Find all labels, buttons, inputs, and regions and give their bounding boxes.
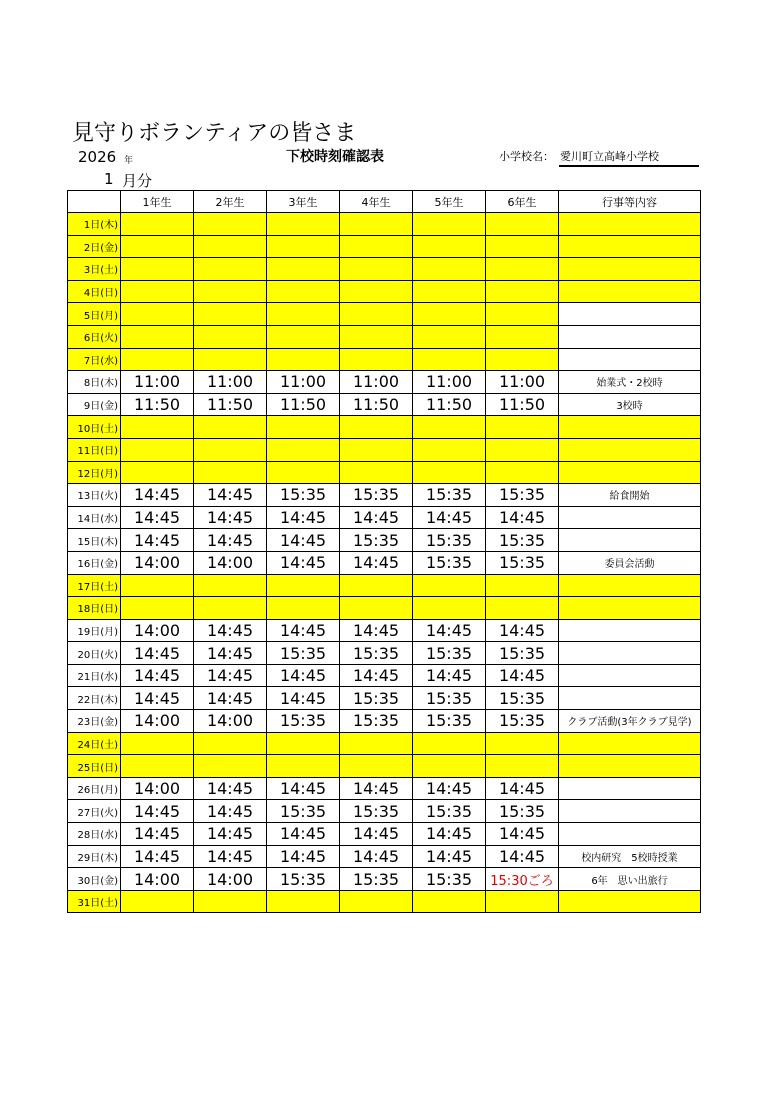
table-row bbox=[68, 551, 701, 574]
time-cell bbox=[121, 258, 194, 281]
year-unit: 年 bbox=[124, 156, 134, 166]
time-cell: 14:45 bbox=[267, 506, 340, 529]
time-cell: 11:00 bbox=[486, 371, 559, 394]
time-cell bbox=[267, 280, 340, 303]
header-cell: 6年生 bbox=[486, 191, 559, 213]
date-cell: 25日(日) bbox=[68, 755, 121, 778]
time-cell bbox=[413, 438, 486, 461]
time-cell bbox=[486, 325, 559, 348]
time-cell: 14:45 bbox=[194, 800, 267, 823]
table-row bbox=[68, 619, 701, 642]
time-cell bbox=[340, 755, 413, 778]
event-cell bbox=[559, 416, 701, 439]
time-cell: 11:00 bbox=[413, 371, 486, 394]
time-cell bbox=[340, 303, 413, 326]
time-cell bbox=[121, 348, 194, 371]
date-cell: 6日(火) bbox=[68, 325, 121, 348]
time-cell: 15:35 bbox=[340, 800, 413, 823]
header-cell: 行事等内容 bbox=[559, 191, 701, 213]
time-cell: 14:45 bbox=[194, 506, 267, 529]
event-cell bbox=[559, 642, 701, 665]
table-row bbox=[68, 800, 701, 823]
table-row bbox=[68, 574, 701, 597]
header-cell: 1年生 bbox=[121, 191, 194, 213]
time-cell bbox=[267, 755, 340, 778]
event-cell bbox=[559, 890, 701, 913]
time-cell: 15:35 bbox=[486, 484, 559, 507]
time-cell bbox=[413, 574, 486, 597]
time-cell bbox=[340, 348, 413, 371]
table-row bbox=[68, 597, 701, 620]
table-row bbox=[68, 777, 701, 800]
time-cell bbox=[486, 213, 559, 236]
date-cell: 3日(土) bbox=[68, 258, 121, 281]
date-cell: 15日(木) bbox=[68, 529, 121, 552]
time-cell bbox=[340, 258, 413, 281]
date-cell: 13日(火) bbox=[68, 484, 121, 507]
table-row bbox=[68, 213, 701, 236]
time-cell bbox=[340, 325, 413, 348]
time-cell: 14:45 bbox=[413, 664, 486, 687]
time-cell: 14:45 bbox=[413, 823, 486, 846]
time-cell bbox=[194, 890, 267, 913]
time-cell: 11:00 bbox=[194, 371, 267, 394]
time-cell bbox=[340, 732, 413, 755]
time-cell: 14:45 bbox=[486, 664, 559, 687]
time-cell bbox=[267, 732, 340, 755]
table-row bbox=[68, 642, 701, 665]
date-cell: 23日(金) bbox=[68, 710, 121, 733]
time-cell: 14:00 bbox=[194, 710, 267, 733]
time-cell bbox=[413, 325, 486, 348]
time-cell: 14:45 bbox=[194, 642, 267, 665]
table-row bbox=[68, 235, 701, 258]
event-cell: 給食開始 bbox=[559, 484, 701, 507]
event-cell bbox=[559, 235, 701, 258]
time-cell bbox=[121, 303, 194, 326]
time-cell: 15:35 bbox=[413, 710, 486, 733]
time-cell bbox=[267, 235, 340, 258]
time-cell: 15:35 bbox=[340, 868, 413, 891]
time-cell bbox=[194, 348, 267, 371]
greeting-title: 見守りボランティアの皆さま bbox=[72, 121, 357, 146]
time-cell bbox=[340, 280, 413, 303]
time-cell bbox=[194, 416, 267, 439]
time-cell bbox=[486, 438, 559, 461]
time-cell: 14:45 bbox=[121, 642, 194, 665]
date-cell: 16日(金) bbox=[68, 551, 121, 574]
date-cell: 28日(水) bbox=[68, 823, 121, 846]
time-cell: 14:45 bbox=[267, 845, 340, 868]
time-cell bbox=[413, 303, 486, 326]
time-cell bbox=[194, 438, 267, 461]
time-cell bbox=[267, 348, 340, 371]
time-cell bbox=[267, 325, 340, 348]
time-cell: 15:35 bbox=[267, 484, 340, 507]
time-cell: 14:45 bbox=[121, 664, 194, 687]
table-row bbox=[68, 303, 701, 326]
time-cell: 14:00 bbox=[194, 551, 267, 574]
header-cell: 5年生 bbox=[413, 191, 486, 213]
date-cell: 12日(月) bbox=[68, 461, 121, 484]
time-cell: 15:35 bbox=[267, 868, 340, 891]
time-cell: 11:50 bbox=[340, 393, 413, 416]
time-cell bbox=[413, 755, 486, 778]
date-cell: 10日(土) bbox=[68, 416, 121, 439]
time-cell bbox=[121, 755, 194, 778]
event-cell bbox=[559, 348, 701, 371]
time-cell: 14:45 bbox=[121, 506, 194, 529]
time-cell bbox=[340, 213, 413, 236]
time-cell: 14:45 bbox=[413, 506, 486, 529]
header-cell: 4年生 bbox=[340, 191, 413, 213]
school-name-value: 愛川町立高峰小学校 bbox=[560, 150, 659, 163]
date-cell: 7日(水) bbox=[68, 348, 121, 371]
time-cell: 14:00 bbox=[121, 868, 194, 891]
date-cell: 22日(木) bbox=[68, 687, 121, 710]
time-cell bbox=[121, 597, 194, 620]
time-cell: 14:45 bbox=[340, 619, 413, 642]
time-cell bbox=[267, 890, 340, 913]
time-cell: 15:35 bbox=[267, 642, 340, 665]
event-cell bbox=[559, 325, 701, 348]
time-cell bbox=[413, 890, 486, 913]
time-cell: 14:00 bbox=[121, 777, 194, 800]
time-cell: 14:45 bbox=[340, 506, 413, 529]
time-cell: 14:00 bbox=[121, 710, 194, 733]
event-cell bbox=[559, 280, 701, 303]
time-cell: 11:50 bbox=[486, 393, 559, 416]
time-cell: 14:45 bbox=[121, 845, 194, 868]
time-cell: 14:45 bbox=[121, 687, 194, 710]
time-cell bbox=[413, 213, 486, 236]
time-cell: 14:45 bbox=[340, 823, 413, 846]
time-cell: 15:35 bbox=[486, 710, 559, 733]
table-row bbox=[68, 755, 701, 778]
date-cell: 26日(月) bbox=[68, 777, 121, 800]
time-cell bbox=[121, 280, 194, 303]
time-cell bbox=[121, 732, 194, 755]
time-cell: 11:50 bbox=[413, 393, 486, 416]
time-cell bbox=[340, 461, 413, 484]
time-cell bbox=[486, 235, 559, 258]
time-cell: 14:45 bbox=[486, 845, 559, 868]
date-cell: 4日(日) bbox=[68, 280, 121, 303]
time-cell: 14:45 bbox=[267, 687, 340, 710]
time-cell bbox=[194, 461, 267, 484]
time-cell: 14:45 bbox=[121, 529, 194, 552]
time-cell: 15:35 bbox=[413, 868, 486, 891]
time-cell bbox=[267, 258, 340, 281]
time-cell: 14:45 bbox=[486, 823, 559, 846]
event-cell bbox=[559, 506, 701, 529]
time-cell bbox=[413, 280, 486, 303]
time-cell: 14:45 bbox=[194, 845, 267, 868]
event-cell bbox=[559, 597, 701, 620]
time-cell: 14:45 bbox=[267, 823, 340, 846]
table-row bbox=[68, 438, 701, 461]
time-cell: 11:50 bbox=[267, 393, 340, 416]
time-cell bbox=[267, 597, 340, 620]
time-cell bbox=[194, 258, 267, 281]
time-cell: 14:45 bbox=[340, 845, 413, 868]
table-row bbox=[68, 506, 701, 529]
event-cell bbox=[559, 258, 701, 281]
time-cell bbox=[340, 597, 413, 620]
time-cell bbox=[194, 732, 267, 755]
time-cell: 14:45 bbox=[194, 687, 267, 710]
school-name-underline bbox=[559, 165, 699, 167]
event-cell bbox=[559, 823, 701, 846]
time-cell: 15:35 bbox=[486, 800, 559, 823]
time-cell bbox=[486, 574, 559, 597]
time-cell: 14:45 bbox=[194, 823, 267, 846]
event-cell bbox=[559, 755, 701, 778]
event-cell bbox=[559, 461, 701, 484]
time-cell bbox=[121, 416, 194, 439]
time-cell bbox=[194, 574, 267, 597]
time-cell: 14:00 bbox=[194, 868, 267, 891]
time-cell bbox=[267, 438, 340, 461]
time-cell bbox=[121, 438, 194, 461]
time-cell: 14:45 bbox=[486, 506, 559, 529]
time-cell: 15:35 bbox=[486, 529, 559, 552]
time-cell bbox=[486, 348, 559, 371]
document-title: 下校時刻確認表 bbox=[286, 149, 384, 165]
time-cell bbox=[121, 213, 194, 236]
time-cell: 14:45 bbox=[194, 484, 267, 507]
table-row bbox=[68, 348, 701, 371]
time-cell: 14:45 bbox=[267, 551, 340, 574]
time-cell: 11:00 bbox=[267, 371, 340, 394]
time-cell bbox=[413, 416, 486, 439]
time-cell: 14:45 bbox=[413, 777, 486, 800]
time-cell: 15:35 bbox=[267, 710, 340, 733]
event-cell bbox=[559, 777, 701, 800]
time-cell bbox=[413, 235, 486, 258]
time-cell bbox=[267, 574, 340, 597]
event-cell bbox=[559, 800, 701, 823]
dismissal-schedule-table bbox=[67, 190, 701, 913]
time-cell: 15:35 bbox=[340, 710, 413, 733]
time-cell bbox=[486, 258, 559, 281]
time-cell: 15:35 bbox=[413, 551, 486, 574]
time-cell bbox=[486, 416, 559, 439]
time-cell bbox=[121, 235, 194, 258]
time-cell: 14:45 bbox=[267, 619, 340, 642]
time-cell: 15:35 bbox=[267, 800, 340, 823]
time-cell bbox=[121, 461, 194, 484]
time-cell: 15:35 bbox=[413, 484, 486, 507]
header-cell: 3年生 bbox=[267, 191, 340, 213]
time-cell: 14:45 bbox=[267, 777, 340, 800]
date-cell: 21日(水) bbox=[68, 664, 121, 687]
time-cell bbox=[194, 325, 267, 348]
time-cell: 14:45 bbox=[413, 619, 486, 642]
table-row bbox=[68, 371, 701, 394]
date-cell: 1日(木) bbox=[68, 213, 121, 236]
time-cell: 14:00 bbox=[121, 551, 194, 574]
event-cell: 委員会活動 bbox=[559, 551, 701, 574]
time-cell: 15:35 bbox=[486, 687, 559, 710]
date-cell: 29日(木) bbox=[68, 845, 121, 868]
event-cell bbox=[559, 664, 701, 687]
time-cell: 14:45 bbox=[121, 823, 194, 846]
time-cell: 15:35 bbox=[340, 484, 413, 507]
time-cell bbox=[486, 280, 559, 303]
time-cell bbox=[121, 574, 194, 597]
time-cell bbox=[486, 890, 559, 913]
time-cell: 14:45 bbox=[267, 529, 340, 552]
time-cell bbox=[413, 258, 486, 281]
time-cell bbox=[340, 235, 413, 258]
event-cell bbox=[559, 213, 701, 236]
date-cell: 27日(火) bbox=[68, 800, 121, 823]
time-cell bbox=[267, 416, 340, 439]
time-cell: 14:45 bbox=[486, 777, 559, 800]
time-cell bbox=[267, 213, 340, 236]
time-cell: 14:45 bbox=[486, 619, 559, 642]
time-cell: 15:35 bbox=[486, 551, 559, 574]
date-cell: 30日(金) bbox=[68, 868, 121, 891]
time-cell: 14:45 bbox=[194, 529, 267, 552]
date-cell: 5日(月) bbox=[68, 303, 121, 326]
time-cell bbox=[340, 890, 413, 913]
header-date-cell bbox=[68, 191, 121, 213]
event-cell bbox=[559, 619, 701, 642]
event-cell: 校内研究 5校時授業 bbox=[559, 845, 701, 868]
time-cell: 11:50 bbox=[121, 393, 194, 416]
table-row bbox=[68, 890, 701, 913]
date-cell: 18日(日) bbox=[68, 597, 121, 620]
table-row bbox=[68, 325, 701, 348]
time-cell: 14:45 bbox=[194, 619, 267, 642]
event-cell bbox=[559, 438, 701, 461]
table-row bbox=[68, 845, 701, 868]
time-cell: 14:45 bbox=[194, 664, 267, 687]
time-cell bbox=[121, 890, 194, 913]
table-row bbox=[68, 710, 701, 733]
time-cell: 11:00 bbox=[340, 371, 413, 394]
table-row bbox=[68, 461, 701, 484]
table-row bbox=[68, 664, 701, 687]
time-cell: 15:35 bbox=[413, 800, 486, 823]
date-cell: 11日(日) bbox=[68, 438, 121, 461]
time-cell bbox=[486, 755, 559, 778]
time-cell bbox=[194, 755, 267, 778]
time-cell: 14:45 bbox=[267, 664, 340, 687]
time-cell bbox=[413, 732, 486, 755]
table-row bbox=[68, 258, 701, 281]
table-row bbox=[68, 823, 701, 846]
time-cell: 15:35 bbox=[413, 529, 486, 552]
event-cell bbox=[559, 687, 701, 710]
time-cell: 15:35 bbox=[413, 687, 486, 710]
time-cell: 14:45 bbox=[121, 800, 194, 823]
time-cell bbox=[121, 325, 194, 348]
time-cell: 14:45 bbox=[121, 484, 194, 507]
table-row bbox=[68, 529, 701, 552]
time-cell bbox=[413, 461, 486, 484]
event-cell bbox=[559, 529, 701, 552]
time-cell bbox=[194, 280, 267, 303]
time-cell bbox=[486, 597, 559, 620]
school-name-label: 小学校名： bbox=[499, 150, 554, 163]
time-cell bbox=[194, 303, 267, 326]
time-cell: 15:35 bbox=[413, 642, 486, 665]
time-cell: 15:35 bbox=[340, 642, 413, 665]
table-row bbox=[68, 687, 701, 710]
date-cell: 19日(月) bbox=[68, 619, 121, 642]
time-cell: 11:00 bbox=[121, 371, 194, 394]
time-cell: 14:45 bbox=[194, 777, 267, 800]
table-row bbox=[68, 280, 701, 303]
time-cell bbox=[340, 574, 413, 597]
date-cell: 17日(土) bbox=[68, 574, 121, 597]
time-cell: 14:00 bbox=[121, 619, 194, 642]
table-row bbox=[68, 732, 701, 755]
time-cell: 14:45 bbox=[340, 664, 413, 687]
header-cell: 2年生 bbox=[194, 191, 267, 213]
time-cell bbox=[267, 461, 340, 484]
time-cell bbox=[413, 597, 486, 620]
event-cell: クラブ活動(3年クラブ見学) bbox=[559, 710, 701, 733]
time-cell bbox=[340, 438, 413, 461]
table-row bbox=[68, 484, 701, 507]
time-cell: 15:35 bbox=[340, 687, 413, 710]
event-cell: 始業式・2校時 bbox=[559, 371, 701, 394]
date-cell: 20日(火) bbox=[68, 642, 121, 665]
time-cell: 15:35 bbox=[340, 529, 413, 552]
event-cell: 6年 思い出旅行 bbox=[559, 868, 701, 891]
event-cell: 3校時 bbox=[559, 393, 701, 416]
time-cell bbox=[413, 348, 486, 371]
table-row bbox=[68, 393, 701, 416]
time-cell: 14:45 bbox=[340, 551, 413, 574]
month-value: 1 bbox=[104, 170, 114, 188]
time-cell bbox=[194, 597, 267, 620]
date-cell: 31日(土) bbox=[68, 890, 121, 913]
date-cell: 8日(木) bbox=[68, 371, 121, 394]
table-row bbox=[68, 868, 701, 891]
time-cell: 14:45 bbox=[413, 845, 486, 868]
date-cell: 2日(金) bbox=[68, 235, 121, 258]
date-cell: 14日(水) bbox=[68, 506, 121, 529]
time-cell bbox=[194, 235, 267, 258]
month-unit: 月分 bbox=[122, 172, 153, 190]
time-cell bbox=[267, 303, 340, 326]
time-cell bbox=[340, 416, 413, 439]
year-value: 2026 bbox=[78, 148, 117, 166]
time-cell: 15:35 bbox=[486, 642, 559, 665]
table-row bbox=[68, 416, 701, 439]
date-cell: 24日(土) bbox=[68, 732, 121, 755]
time-cell: 15:30ごろ bbox=[486, 868, 559, 891]
time-cell bbox=[194, 213, 267, 236]
event-cell bbox=[559, 574, 701, 597]
table-header-row bbox=[68, 191, 701, 213]
time-cell: 11:50 bbox=[194, 393, 267, 416]
time-cell bbox=[486, 303, 559, 326]
time-cell: 14:45 bbox=[340, 777, 413, 800]
event-cell bbox=[559, 303, 701, 326]
time-cell bbox=[486, 461, 559, 484]
date-cell: 9日(金) bbox=[68, 393, 121, 416]
event-cell bbox=[559, 732, 701, 755]
time-cell bbox=[486, 732, 559, 755]
